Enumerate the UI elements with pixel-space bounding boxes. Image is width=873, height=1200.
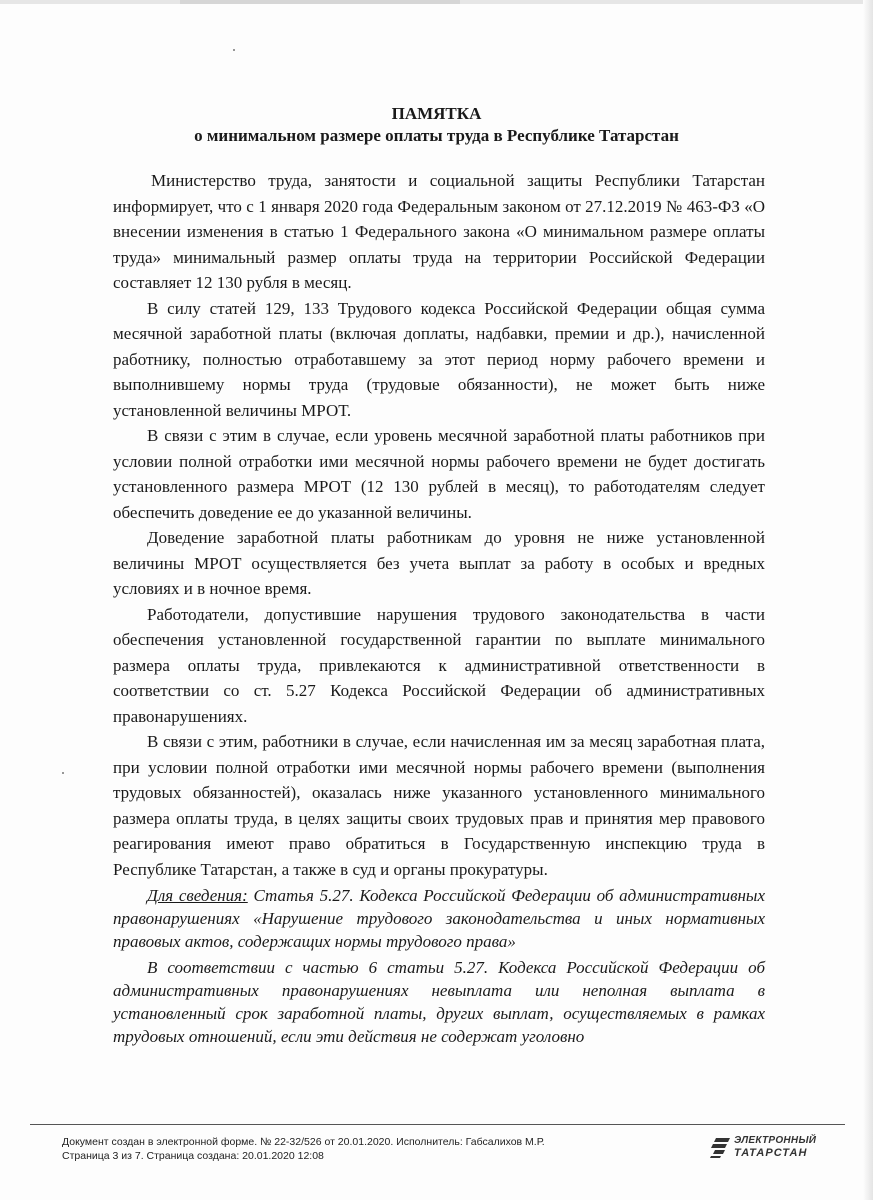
scan-speck	[233, 49, 235, 51]
document-subtitle: о минимальном размере оплаты труда в Республике Татарстан	[194, 126, 679, 145]
document-title: ПАМЯТКА	[391, 104, 482, 123]
paragraph-article-quote: В соответствии с частью 6 статьи 5.27. Кодекса Российской Федерации об административных правонарушениях невыплата или неполная выплата в установленный срок заработной платы, других выплат, осуществляемых в рамках трудовых отношений, если эти действия не содержат уголовно	[113, 958, 765, 1046]
electronic-tatarstan-logo	[708, 1135, 823, 1163]
scan-right-edge	[863, 0, 873, 1200]
scan-speck	[62, 772, 64, 774]
logo-wordmark	[734, 1135, 826, 1159]
paragraph-ministry-info: Министерство труда, занятости и социальной защиты Республики Татарстан информирует, что с 1 января 2020 года Федеральным законом от 27.12.2019 № 463-ФЗ «О внесении изменения в статью 1 Федерального закона «О минимальном размере оплаты труда» минимальный размер оплаты труда на территории Российской Федерации составляет 12 130 рубля в месяц.	[113, 171, 765, 292]
document-body	[113, 168, 765, 1048]
paragraph-worker-rights: В связи с этим, работники в случае, если начисленная им за месяц заработная плата, при условии полной отработки ими месячной нормы рабочего времени (выполнения трудовых обязанностей), оказалась ниже указанного установленного минимального размера оплаты труда, в целях защиты своих трудовых прав и принятия мер правового реагирования имеют право обратиться в Государственную инспекцию труда в Республике Татарстан, а также в суд и органы прокуратуры.	[113, 732, 765, 879]
logo-stripes-icon	[708, 1137, 732, 1159]
paragraph-employer-duty: В связи с этим в случае, если уровень месячной заработной платы работников при условии полной отработки ими месячной нормы рабочего времени не будет достигать установленного размера МРОТ (12 130 рублей в месяц), то работодателям следует обеспечить доведение ее до указанной величины.	[113, 426, 765, 522]
logo-text-line1: ЭЛЕКТРОННЫЙ	[734, 1135, 817, 1146]
footer-divider	[30, 1124, 845, 1125]
footer-document-info: Документ создан в электронной форме. № 22-32/526 от 20.01.2020. Исполнитель: Габсалихов М.Р.	[62, 1136, 545, 1148]
footer-page-info: Страница 3 из 7. Страница создана: 20.01.2020 12:08	[62, 1149, 324, 1162]
footer-info	[62, 1136, 662, 1163]
reference-note-label: Для сведения:	[147, 886, 248, 905]
reference-note-text: Статья 5.27. Кодекса Российской Федерации об административных правонарушениях «Нарушение трудового законодательства и иных нормативных правовых актов, содержащих нормы трудового права»	[113, 886, 765, 951]
paragraph-wage-calculation: Доведение заработной платы работникам до уровня не ниже установленной величины МРОТ осуществляется без учета выплат за работу в особых и вредных условиях и в ночное время.	[113, 528, 765, 598]
scan-artifact-top	[180, 0, 460, 4]
logo-text-line2: ТАТАРСТАН	[734, 1147, 808, 1159]
paragraph-liability: Работодатели, допустившие нарушения трудового законодательства в части обеспечения установленной государственной гарантии по выплате минимального размера оплаты труда, привлекаются к административной ответственности в соответствии со ст. 5.27 Кодекса Российской Федерации об административных правонарушениях.	[113, 604, 765, 726]
paragraph-labor-code: В силу статей 129, 133 Трудового кодекса Российской Федерации общая сумма месячной заработной платы (включая доплаты, надбавки, премии и др.), начисленной работнику, полностью отработавшему за этот период норму рабочего времени и выполнившему нормы труда (трудовые обязанности), не может быть ниже установленной величины МРОТ.	[113, 298, 765, 420]
paragraph-reference-note	[113, 884, 765, 953]
